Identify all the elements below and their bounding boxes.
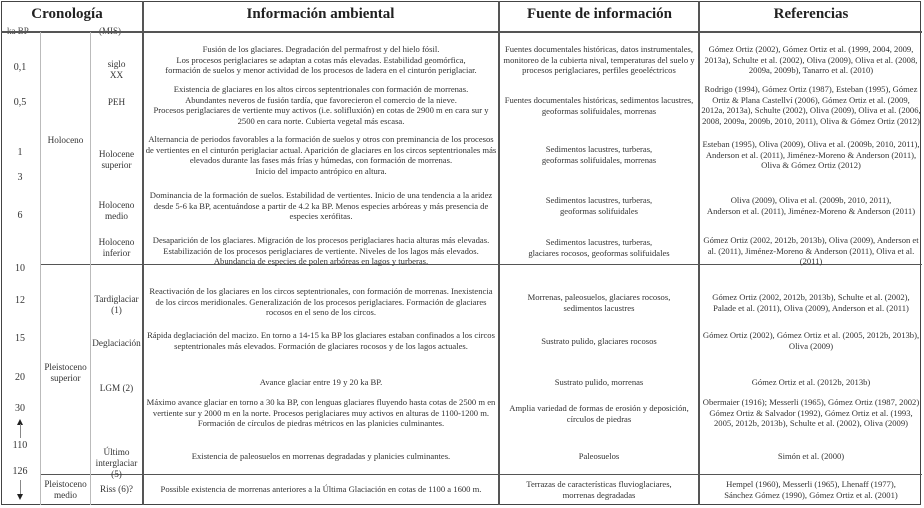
- ka-value: 3: [17, 172, 23, 183]
- row-info-cell: [144, 451, 498, 462]
- header-ka-bp: ka BP: [7, 26, 29, 36]
- cell-text-line: geoformas solifuidales: [559, 205, 639, 216]
- cell-text-line: Fusión de los glaciares. Degradación del permafrost y del hielo fósil.: [202, 44, 440, 54]
- cell-text-line: Obermaier (1916); Messerli (1965), Gómez Ortiz (1987, 2002): [702, 397, 920, 407]
- row-stage-cell: [91, 237, 142, 259]
- row-refs-cell: [700, 139, 922, 171]
- cell-text-line: Morrenas, paleosuelos, glaciares rocosos,: [527, 292, 671, 302]
- row-fuente-cell: [500, 479, 698, 500]
- cell-text-line: Abundancia de especies de polen arbóreas en lagos y turberas.: [213, 256, 429, 267]
- cell-text-line: Sánchez Gómez (1990), Gómez Ortiz et al. (2001): [724, 489, 898, 500]
- ka-value: 6: [17, 210, 23, 221]
- cell-text-line: Gómez Ortiz & Salvador (1992), Gómez Ortiz et al. (1993,: [709, 407, 913, 418]
- cell-text-line: Tardiglaciar: [94, 294, 139, 304]
- ka-value: 1: [17, 147, 23, 158]
- row-refs-cell: [700, 479, 922, 500]
- ka-value: 0,5: [13, 97, 27, 108]
- cell-text-line: Esteban (1995), Oliva (2009), Oliva et al. (2009b, 2010, 2011),: [702, 139, 920, 149]
- ka-value: 110: [12, 440, 28, 451]
- cell-text-line: monitoreo de la cubierta nival, temperaturas del suelo y: [503, 54, 695, 65]
- row-refs-cell: [700, 235, 922, 267]
- cell-text-line: Amplia variedad de formas de erosión y deposición,: [509, 403, 689, 413]
- cell-text-line: 2005, 2012b, 2013b), Schulte et al. (2002), Oliva (2009): [713, 418, 909, 429]
- row-fuente-cell: [500, 44, 698, 76]
- epoch-holoceno: Holoceno: [47, 135, 84, 145]
- row-info-cell: [144, 397, 498, 429]
- row-fuente-cell: [500, 451, 698, 462]
- cell-text-line: Rápida deglaciación del macizo. En torno a 14-15 ka BP los glaciares estaban confinados a los circos: [147, 330, 495, 340]
- cell-text-line: geoformas solifuidales, morrenas: [541, 154, 657, 165]
- cell-text-line: Máximo avance glaciar en torno a 30 ka BP, con lenguas glaciares fluyendo hasta cotas de 2500 m en: [146, 397, 496, 407]
- row-info-cell: [144, 286, 498, 318]
- cell-text-line: Avance glaciar entre 19 y 20 ka BP.: [259, 377, 383, 387]
- cell-text-line: rocosos en el seno de los circos.: [265, 307, 377, 318]
- row-refs-cell: [700, 44, 922, 76]
- cell-text-line: Inicio del impacto antrópico en altura.: [255, 165, 387, 176]
- cell-text-line: Gómez Ortiz (2002), Gómez Ortiz et al. (1999, 2004, 2009,: [708, 44, 914, 54]
- cell-text-line: desde 5-6 ka BP, acentuándose a partir de 4.2 ka BP. Menos especies arbóreas y más presencia de: [153, 200, 489, 211]
- row-refs-cell: [700, 292, 922, 313]
- cell-text-line: XX: [109, 70, 124, 80]
- row-refs-cell: [700, 451, 922, 462]
- cell-text-line: Los procesos periglaciares se adaptan a cotas más elevadas. Estabilidad geomórfica,: [176, 54, 466, 65]
- cell-text-line: 2009a, 2009b), Tanarro et al. (2010): [748, 65, 874, 76]
- row-stage-cell: [91, 383, 142, 394]
- arrow-up-shaft: [20, 424, 21, 438]
- cell-text-line: Possible existencia de morrenas anteriores a la Última Glaciación en cotas de 1100 a 1600 m.: [160, 484, 482, 494]
- cell-text-line: formación de suelos y menor actividad de los procesos de ladera en el cinturón periglaciar.: [165, 65, 477, 76]
- row-refs-cell: [700, 377, 922, 388]
- row-fuente-cell: [500, 237, 698, 258]
- cell-text-line: interglaciar (5): [95, 458, 138, 479]
- cell-text-line: sedimentos lacustres: [563, 302, 635, 313]
- row-stage-cell: [91, 149, 142, 171]
- row-fuente-cell: [500, 195, 698, 216]
- cell-text-line: PEH: [107, 97, 126, 107]
- cell-text-line: Sedimentos lacustres, turberas,: [545, 195, 653, 205]
- cell-text-line: Sustrato pulido, glaciares rocosos: [541, 336, 657, 346]
- row-fuente-cell: [500, 377, 698, 388]
- divider-pleistocene-medio: [40, 474, 922, 475]
- cell-text-line: Anderson et al. (2011), Jiménez-Moreno & Anderson (2011),: [705, 149, 917, 160]
- cell-text-line: al. (2011), Jiménez-Moreno & Anderson (2011), Oliva et al.: [707, 245, 915, 256]
- cell-text-line: Existencia de paleosuelos en morrenas degradadas y planicies culminantes.: [191, 451, 451, 461]
- epoch-line: superior: [50, 373, 81, 383]
- header-informacion-ambiental: Información ambiental: [246, 6, 395, 22]
- row-stage-cell: [91, 97, 142, 108]
- cell-text-line: especies xerófitas.: [289, 211, 353, 222]
- header-referencias: Referencias: [773, 6, 849, 22]
- epoch-pleistoceno-superior: [41, 362, 90, 384]
- cell-text-line: de vertientes en el cinturón periglaciar actual. Aparición de glaciares en los circos septentrionales más: [145, 144, 497, 155]
- cell-text-line: Gómez Ortiz (2002), Gómez Ortiz et al. (2005, 2012b, 2013b),: [702, 330, 920, 340]
- ka-value: 12: [15, 295, 25, 306]
- cell-text-line: Sustrato pulido, morrenas: [554, 377, 644, 387]
- epoch-line: Pleistoceno: [44, 362, 87, 372]
- cell-text-line: Fuentes documentales históricas, datos instrumentales,: [504, 44, 694, 54]
- cell-text-line: Anderson et al. (2011), Jiménez-Moreno & Anderson (2011): [706, 205, 916, 216]
- cell-text-line: medio: [105, 211, 128, 221]
- row-stage-cell: [91, 484, 142, 495]
- cell-text-line: Gómez Ortiz (2002, 2012b, 2013b), Schulte et al. (2002),: [712, 292, 910, 302]
- cell-text-line: inferior: [102, 248, 131, 258]
- cell-text-line: Estabilización de los procesos periglaciares de vertiente. Niveles de los lagos más elevados.: [163, 245, 479, 256]
- cell-text-line: 2500 en cara norte. Cubierta vegetal más escasa.: [237, 115, 405, 126]
- row-fuente-cell: [500, 95, 698, 116]
- ka-value: 15: [15, 333, 25, 344]
- cell-text-line: Fuentes documentales históricas, sedimentos lacustres,: [504, 95, 694, 105]
- row-stage-cell: [91, 294, 142, 316]
- header-cronologia: Cronología: [31, 6, 103, 22]
- row-refs-cell: [700, 330, 922, 351]
- row-info-cell: [144, 330, 498, 351]
- ka-value: 126: [12, 466, 28, 477]
- cell-text-line: Alternancia de periodos favorables a la formación de suelos y otros con preminancia de los procesos: [148, 134, 494, 144]
- cell-text-line: 2012a, 2013a), Schulte (2002), Oliva (2009), Oliva et al. (2006,: [701, 105, 921, 116]
- row-stage-cell: [91, 338, 142, 349]
- cell-text-line: septentrionales más elevados. Formación de glaciares rocosos y de los lagos actuales.: [174, 340, 468, 351]
- cell-text-line: Terrazas de características fluvioglaciares,: [526, 479, 672, 489]
- cell-text-line: Paleosuelos: [578, 451, 620, 461]
- header-divider: [1, 31, 922, 33]
- cell-text-line: glaciares rocosos, geoformas solifuidales: [528, 247, 670, 258]
- row-fuente-cell: [500, 144, 698, 165]
- row-fuente-cell: [500, 403, 698, 424]
- cell-text-line: Existencia de glaciares en los altos circos septentrionales con formación de morrenas.: [173, 84, 469, 94]
- cell-text-line: Palade et al. (2011), Oliva (2009), Anderson et al. (2011): [713, 302, 909, 313]
- cell-text-line: Oliva (2009): [788, 340, 834, 351]
- ka-value: 0,1: [13, 62, 27, 73]
- cell-text-line: vertiente sur y 2000 m en la norte. Procesos periglaciares muy activos en alturas de 1100-1200 m.: [152, 407, 490, 418]
- cell-text-line: Gómez Ortiz et al. (2012b, 2013b): [751, 377, 871, 387]
- cell-text-line: Holoceno: [98, 237, 135, 247]
- row-info-cell: [144, 84, 498, 126]
- arrow-down-shaft: [20, 480, 21, 494]
- cell-text-line: Riss (6)?: [100, 484, 133, 494]
- cell-text-line: morrenas degradadas: [562, 489, 636, 500]
- row-fuente-cell: [500, 292, 698, 313]
- cell-text-line: Hempel (1960), Messerli (1965), Lhenaff (1977),: [726, 479, 896, 489]
- cell-text-line: elevados durante las fases más frías y húmedas, con formación de morrenas.: [189, 155, 453, 166]
- row-info-cell: [144, 377, 498, 388]
- cell-text-line: Holoceno: [98, 200, 135, 210]
- cell-text-line: superior: [101, 160, 132, 170]
- cell-text-line: Oliva & Gómez Ortiz (2012): [761, 160, 861, 171]
- cell-text-line: Oliva (2009), Oliva et al. (2009b, 2010, 2011),: [730, 195, 892, 205]
- row-info-cell: [144, 134, 498, 176]
- row-info-cell: [144, 235, 498, 267]
- epoch-pleistoceno-medio: [41, 479, 90, 501]
- ka-value: 30: [15, 403, 25, 414]
- cell-text-line: Sedimentos lacustres, turberas,: [545, 144, 653, 154]
- epoch-line: Pleistoceno: [44, 479, 87, 489]
- row-stage-cell: [91, 447, 142, 480]
- arrow-down-icon: [17, 494, 23, 500]
- ka-value: 20: [15, 372, 25, 383]
- cell-text-line: geoformas solifuidales, morrenas: [541, 105, 657, 116]
- row-info-cell: [144, 190, 498, 222]
- row-refs-cell: [700, 84, 922, 126]
- cell-text-line: Rodrigo (1994), Gómez Ortiz (1987), Esteban (1995), Gómez: [704, 84, 918, 94]
- cell-text-line: LGM (2): [99, 383, 134, 393]
- row-stage-cell: [91, 59, 142, 81]
- cell-text-line: círculos de piedras: [566, 413, 632, 424]
- epoch-line: medio: [54, 490, 77, 500]
- header-fuente-informacion: Fuente de información: [527, 6, 672, 22]
- header-mis: (MIS): [99, 26, 121, 36]
- cell-text-line: (2011): [799, 256, 823, 267]
- cell-text-line: 2008, 2009a, 2009b, 2010, 2011), Oliva & Gómez Ortiz (2012): [702, 115, 920, 126]
- ka-value: 10: [15, 263, 25, 274]
- row-info-cell: [144, 484, 498, 495]
- cell-text-line: Simón et al. (2000): [777, 451, 845, 461]
- row-info-cell: [144, 44, 498, 76]
- cell-text-line: (1): [111, 305, 122, 315]
- row-refs-cell: [700, 195, 922, 216]
- cell-text-line: Ortiz & Plana Castellví (2006), Gómez Ortiz et al. (2009,: [712, 94, 910, 105]
- row-stage-cell: [91, 200, 142, 222]
- cell-text-line: Último: [103, 447, 130, 457]
- cell-text-line: de los circos meridionales. Generalización de los procesos periglaciares. Formación de glaciares: [155, 296, 487, 307]
- cell-text-line: siglo: [107, 59, 126, 69]
- cell-text-line: Deglaciación: [92, 338, 141, 348]
- cell-text-line: Dominancia de la formación de suelos. Estabilidad de vertientes. Inicio de una tendencia a la aridez: [149, 190, 493, 200]
- cell-text-line: Formación de círculos de piedras métricos en las planicies culminantes.: [197, 418, 445, 429]
- cell-text-line: Sedimentos lacustres, turberas,: [545, 237, 653, 247]
- cell-text-line: Gómez Ortiz (2002, 2012b, 2013b), Oliva (2009), Anderson et: [703, 235, 919, 245]
- cell-text-line: Abundantes neveros de fusión tardía, que favorecieron el comercio de la nieve.: [185, 94, 457, 105]
- cell-text-line: 2013a), Schulte et al. (2002), Oliva (2009), Oliva et al. (2008,: [704, 54, 918, 65]
- cell-text-line: Desaparición de los glaciares. Migración de los procesos periglaciares hacia alturas más elevadas.: [152, 235, 490, 245]
- cell-text-line: Reactivación de los glaciares en los circos septentrionales, con formación de morrenas. Inexistencia: [149, 286, 493, 296]
- cell-text-line: Procesos periglaciares de vertiente muy activos (i.e. solifluxión) en cotas de 2900 m en cara sur y: [153, 105, 489, 116]
- cell-text-line: Holocene: [98, 149, 135, 159]
- cell-text-line: procesos periglaciares, perfiles geoeléctricos: [522, 65, 676, 76]
- row-fuente-cell: [500, 336, 698, 347]
- row-refs-cell: [700, 397, 922, 429]
